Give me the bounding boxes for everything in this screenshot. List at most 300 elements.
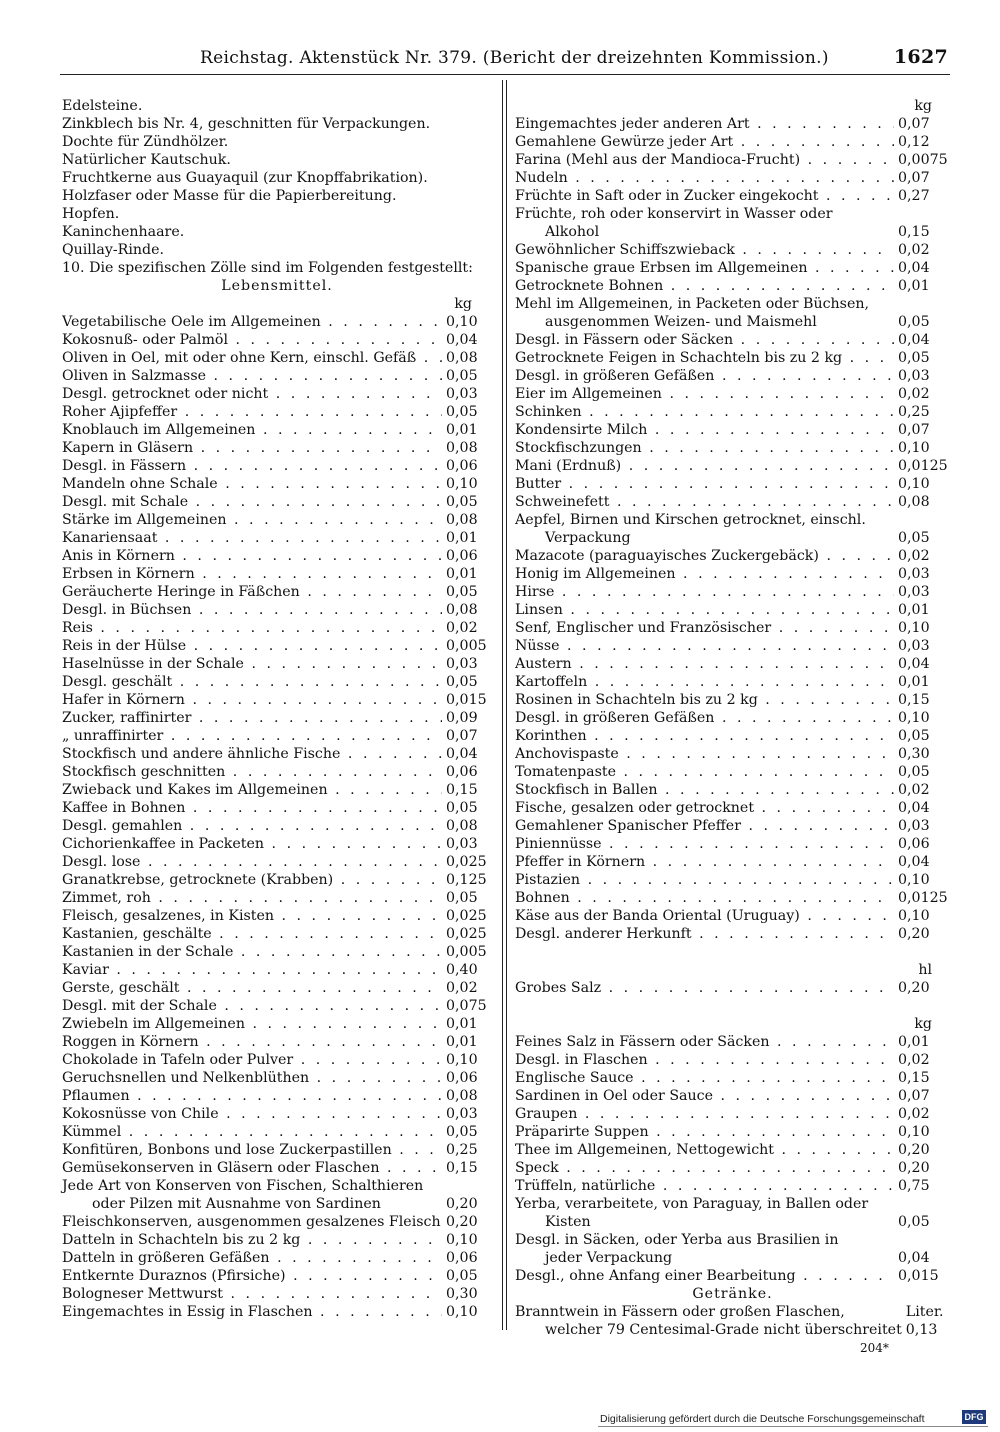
tariff-item: Speck . . . [515,1159,894,1177]
text-line: Dochte für Zündhölzer. [62,134,229,150]
tariff-item: Zimmet, roh . . . [62,889,442,907]
tariff-item [515,1195,894,1231]
tariff-row [62,1141,492,1159]
tariff-row-multiline [515,205,950,241]
tariff-row [62,475,492,493]
tariff-rate: 0,05 [446,800,478,816]
tariff-rate: 0,125 [446,872,487,888]
tariff-row [515,727,950,745]
tariff-rate: 0,06 [446,458,478,474]
tariff-rate: 0,03 [898,368,930,384]
tariff-item: Gerste, geschält . . . [62,979,442,997]
tariff-rate: 0,01 [898,674,930,690]
tariff-item: Englische Sauce . . . [515,1069,894,1087]
tariff-rate: 0,01 [446,1016,478,1032]
column-divider [502,80,503,1330]
tariff-row [62,349,492,367]
tariff-rate: 0,05 [446,674,478,690]
tariff-item: Pistazien . . . [515,871,894,889]
tariff-rate: 0,01 [446,566,478,582]
tariff-item: Stockfischzungen . . . [515,439,894,457]
tariff-item: Rosinen in Schachteln bis zu 2 kg . . . [515,691,894,709]
tariff-rate: 0,10 [446,314,478,330]
tariff-item: Oliven in Oel, mit oder ohne Kern, einschl. Gefäß . . . [62,349,442,367]
tariff-rate: 0,03 [446,656,478,672]
tariff-row [515,1267,950,1285]
tariff-row [62,403,492,421]
tariff-rate: 0,08 [446,512,478,528]
tariff-row [515,619,950,637]
tariff-row [515,601,950,619]
tariff-row [515,403,950,421]
tariff-item: Spanische graue Erbsen im Allgemeinen . . . [515,259,894,277]
tariff-item: Grobes Salz . . . [515,979,894,997]
tariff-row [515,1177,950,1195]
tariff-rate: 0,05 [446,890,478,906]
tariff-item: Desgl. in Büchsen . . . [62,601,442,619]
tariff-rate-cell [902,1303,950,1339]
tariff-row [62,799,492,817]
tariff-row [62,367,492,385]
tariff-row [515,745,950,763]
tariff-row-multiline [515,1195,950,1231]
header-title: Reichstag. Aktenstück Nr. 379. (Bericht der dreizehnten Kommission.) [200,48,829,68]
tariff-item: Trüffeln, natürliche . . . [515,1177,894,1195]
tariff-item-line: ausgenommen Weizen- und Maismehl [545,314,817,330]
tariff-row [62,547,492,565]
tariff-item: Entkernte Duraznos (Pfirsiche) . . . [62,1267,442,1285]
tariff-rate: 0,10 [898,1124,930,1140]
tariff-item-line: jeder Verpackung [545,1250,673,1266]
tariff-row [62,385,492,403]
tariff-row-multiline [515,511,950,547]
tariff-rate-cell [894,529,950,547]
tariff-row [515,385,950,403]
tariff-rate: 0,06 [446,1250,478,1266]
tariff-row [62,997,492,1015]
tariff-rate: 0,04 [898,656,930,672]
tariff-rate-cell [442,1195,492,1213]
tariff-item: Desgl. lose . . . [62,853,442,871]
tariff-item: Senf, Englischer und Französischer . . . [515,619,894,637]
tariff-row [62,889,492,907]
tariff-rate: 0,04 [898,1250,930,1266]
tariff-row [515,871,950,889]
tariff-item: Bologneser Mettwurst . . . [62,1285,442,1303]
tariff-rate: 0,08 [446,818,478,834]
tariff-row [515,763,950,781]
tariff-row [62,835,492,853]
tariff-item: Desgl. in größeren Gefäßen . . . [515,709,894,727]
tariff-row [62,943,492,961]
tariff-row [515,1069,950,1087]
tariff-row [62,331,492,349]
tariff-row [515,781,950,799]
tariff-item: Gewöhnlicher Schiffszwieback . . . [515,241,894,259]
tariff-rate: 0,15 [446,782,478,798]
tariff-rate: 0,0075 [898,152,948,168]
tariff-item-line: Alkohol [545,224,600,240]
tariff-item: Piniennüsse . . . [515,835,894,853]
tariff-item: Stärke im Allgemeinen . . . [62,511,442,529]
tariff-rate: 0,20 [446,1196,478,1212]
tariff-rate: 0,08 [446,440,478,456]
tariff-row [62,601,492,619]
tariff-item: Desgl. in größeren Gefäßen . . . [515,367,894,385]
tariff-row [62,1105,492,1123]
tariff-rate: 0,15 [446,1160,478,1176]
tariff-row [62,853,492,871]
tariff-row [62,313,492,331]
tariff-rate-cell [894,1213,950,1231]
tariff-row [515,241,950,259]
tariff-row-multiline [62,1177,492,1213]
tariff-row [515,457,950,475]
tariff-rate: 0,02 [898,242,930,258]
tariff-row [62,781,492,799]
tariff-rate: 0,10 [446,1304,478,1320]
tariff-item: Kanariensaat . . . [62,529,442,547]
tariff-rate: 0,02 [898,1052,930,1068]
tariff-row [515,637,950,655]
tariff-item: Desgl. getrocknet oder nicht . . . [62,385,442,403]
tariff-rate: 0,07 [446,728,478,744]
tariff-row [62,691,492,709]
tariff-row [62,763,492,781]
tariff-item: Vegetabilische Oele im Allgemeinen . . . [62,313,442,331]
tariff-rate: 0,20 [898,980,930,996]
tariff-rate: 0,01 [446,1034,478,1050]
tariff-rate: 0,02 [898,548,930,564]
tariff-rate: 0,25 [446,1142,478,1158]
tariff-rate: 0,05 [446,368,478,384]
tariff-row [62,619,492,637]
tariff-row [62,439,492,457]
tariff-rate: 0,05 [898,764,930,780]
tariff-row [62,511,492,529]
tariff-rate: 0,06 [898,836,930,852]
tariff-rate: 0,02 [898,1106,930,1122]
tariff-item: Kapern in Gläsern . . . [62,439,442,457]
tariff-row [62,871,492,889]
tariff-rate: 0,02 [446,620,478,636]
section-heading: Lebensmittel. [221,278,333,294]
tariff-row [515,655,950,673]
tariff-item: Geruchsnellen und Nelkenblüthen . . . [62,1069,442,1087]
tariff-row [515,349,950,367]
tariff-row [62,1159,492,1177]
tariff-rate: 0,08 [446,350,478,366]
tariff-row [515,1159,950,1177]
tariff-item: Chokolade in Tafeln oder Pulver . . . [62,1051,442,1069]
tariff-rate: 0,04 [446,332,478,348]
text-line: Zinkblech bis Nr. 4, geschnitten für Verpackungen. [62,116,431,132]
tariff-row [515,709,950,727]
tariff-rate: 0,20 [898,926,930,942]
tariff-rate: 0,05 [898,1214,930,1230]
tariff-item-line: Yerba, verarbeitete, von Paraguay, in Ballen oder [515,1196,869,1212]
tariff-item: Nüsse . . . [515,637,894,655]
tariff-rate: 0,10 [898,620,930,636]
tariff-rate: 0,02 [898,782,930,798]
header-rule [60,74,950,75]
tariff-rate: 0,01 [446,530,478,546]
tariff-rate: 0,04 [898,800,930,816]
tariff-rate: 0,0125 [898,890,948,906]
tariff-item: Eier im Allgemeinen . . . [515,385,894,403]
tariff-item: Fische, gesalzen oder getrocknet . . . [515,799,894,817]
tariff-rate: 0,03 [898,818,930,834]
tariff-row [515,277,950,295]
tariff-rate: 0,005 [446,944,487,960]
tariff-rate: 0,30 [898,746,930,762]
tariff-item: Anis in Körnern . . . [62,547,442,565]
unit-label: kg [454,296,472,312]
tariff-item: Oliven in Salzmasse . . . [62,367,442,385]
tariff-item: Kokosnuß- oder Palmöl . . . [62,331,442,349]
tariff-item: Tomatenpaste . . . [515,763,894,781]
tariff-rate: 0,02 [446,980,478,996]
tariff-rate: 0,06 [446,1070,478,1086]
tariff-item [515,205,894,241]
tariff-item-line: Verpackung [545,530,631,546]
tariff-row [515,1105,950,1123]
tariff-rate: 0,03 [446,386,478,402]
tariff-item: Kaviar . . . [62,961,442,979]
tariff-item: Gemahlener Spanischer Pfeffer . . . [515,817,894,835]
tariff-rate-cell [894,1249,950,1267]
tariff-row [515,691,950,709]
tariff-item: Reis . . . [62,619,442,637]
tariff-rate: 0,025 [446,908,487,924]
tariff-item: Eingemachtes in Essig in Flaschen . . . [62,1303,442,1321]
tariff-row [515,925,950,943]
tariff-item-line: Früchte, roh oder konservirt in Wasser oder [515,206,833,222]
footnote-marker: 204* [860,1341,889,1355]
tariff-rate: 0,08 [446,1088,478,1104]
tariff-item: Käse aus der Banda Oriental (Uruguay) . . . [515,907,894,925]
page-header [60,46,950,74]
tariff-item: Datteln in Schachteln bis zu 2 kg . . . [62,1231,442,1249]
tariff-row [62,1249,492,1267]
tariff-rate: 0,10 [446,476,478,492]
tariff-row [62,1015,492,1033]
tariff-rate: 0,10 [446,1052,478,1068]
tariff-rate: 0,025 [446,926,487,942]
tariff-row [62,961,492,979]
tariff-item: Granatkrebse, getrocknete (Krabben) . . . [62,871,442,889]
tariff-row [515,979,950,997]
tariff-item-line: Jede Art von Konserven von Fischen, Schalthieren [62,1178,424,1194]
tariff-rate: 0,05 [446,494,478,510]
tariff-rate: 0,02 [898,386,930,402]
tariff-row [515,1141,950,1159]
tariff-row [62,1303,492,1321]
tariff-row [62,1069,492,1087]
tariff-item: Kartoffeln . . . [515,673,894,691]
tariff-item: „ unraffinirter . . . [62,727,442,745]
tariff-row [62,1231,492,1249]
tariff-row [62,1213,492,1231]
tariff-item: Feines Salz in Fässern oder Säcken . . . [515,1033,894,1051]
tariff-item: Korinthen . . . [515,727,894,745]
tariff-item: Anchovispaste . . . [515,745,894,763]
tariff-item [515,511,894,547]
tariff-row [62,817,492,835]
tariff-row [515,133,950,151]
tariff-row [515,673,950,691]
page-number: 1627 [893,46,948,68]
tariff-item: Eingemachtes jeder anderen Art . . . [515,115,894,133]
tariff-rate: 0,01 [898,602,930,618]
tariff-item: Präparirte Suppen . . . [515,1123,894,1141]
tariff-row [515,439,950,457]
tariff-item: Kümmel . . . [62,1123,442,1141]
tariff-item: Zwiebeln im Allgemeinen . . . [62,1015,442,1033]
tariff-row [62,1123,492,1141]
tariff-rate: 0,08 [446,602,478,618]
tariff-item-line: Mehl im Allgemeinen, in Packeten oder Büchsen, [515,296,870,312]
tariff-rate: 0,04 [898,854,930,870]
tariff-rate: 0,03 [898,566,930,582]
tariff-row [515,331,950,349]
tariff-row [62,673,492,691]
tariff-rate-cell [894,223,950,241]
tariff-item: Cichorienkaffee in Packeten . . . [62,835,442,853]
tariff-rate: 0,27 [898,188,930,204]
tariff-rate: 0,10 [898,440,930,456]
tariff-row [62,529,492,547]
spacer [515,997,950,1015]
tariff-rate: 0,03 [446,1106,478,1122]
tariff-item: Mani (Erdnuß) . . . [515,457,894,475]
tariff-rate: 0,03 [446,836,478,852]
tariff-rate: 0,15 [898,1070,930,1086]
tariff-item: Reis in der Hülse . . . [62,637,442,655]
tariff-row [515,799,950,817]
text-line: Kaninchenhaare. [62,224,185,240]
unit-label: Liter. [905,1304,944,1320]
tariff-item: Austern . . . [515,655,894,673]
tariff-row [62,565,492,583]
tariff-item: Haselnüsse in der Schale . . . [62,655,442,673]
tariff-rate: 0,07 [898,170,930,186]
tariff-item: Desgl. in Fässern oder Säcken . . . [515,331,894,349]
tariff-row [515,151,950,169]
tariff-row [62,583,492,601]
tariff-item: Sardinen in Oel oder Sauce . . . [515,1087,894,1105]
tariff-item: Desgl. in Fässern . . . [62,457,442,475]
tariff-rate: 0,04 [898,332,930,348]
right-column [515,97,950,1339]
tariff-item: Farina (Mehl aus der Mandioca-Frucht) . . . [515,151,894,169]
tariff-item: Mandeln ohne Schale . . . [62,475,442,493]
tariff-row [62,1087,492,1105]
tariff-rate: 0,06 [446,764,478,780]
tariff-row [515,817,950,835]
tariff-rate: 0,0125 [898,458,948,474]
tariff-rate: 0,05 [446,1124,478,1140]
tariff-item: Gemüsekonserven in Gläsern oder Flaschen . . . [62,1159,442,1177]
tariff-rate: 0,04 [446,746,478,762]
tariff-row [515,187,950,205]
tariff-item-line: Aepfel, Birnen und Kirschen getrocknet, einschl. [515,512,866,528]
tariff-item: Hirse . . . [515,583,894,601]
tariff-item: Desgl. gemahlen . . . [62,817,442,835]
unit-label: hl [918,962,932,978]
tariff-rate: 0,05 [898,728,930,744]
tariff-rate: 0,75 [898,1178,930,1194]
tariff-item [515,1231,894,1267]
tariff-item: Nudeln . . . [515,169,894,187]
text-line: Edelsteine. [62,98,143,114]
unit-label: kg [914,1016,932,1032]
text-line: Hopfen. [62,206,120,222]
tariff-row [515,835,950,853]
tariff-row [515,889,950,907]
tariff-item-line: welcher 79 Centesimal-Grade nicht überschreitet [545,1322,902,1338]
tariff-item: Desgl. mit Schale . . . [62,493,442,511]
tariff-rate: 0,30 [446,1286,478,1302]
left-column [62,97,492,1321]
text-line: Fruchtkerne aus Guayaquil (zur Knopffabrikation). [62,170,428,186]
tariff-item: Kaffee in Bohnen . . . [62,799,442,817]
tariff-row [515,475,950,493]
tariff-item: Zwieback und Kakes im Allgemeinen . . . [62,781,442,799]
tariff-item: Pflaumen . . . [62,1087,442,1105]
tariff-row [62,493,492,511]
tariff-rate: 0,015 [446,692,487,708]
tariff-row [515,907,950,925]
tariff-rate: 0,10 [898,710,930,726]
tariff-row-multiline [515,1303,950,1339]
tariff-item: Desgl. anderer Herkunft . . . [515,925,894,943]
tariff-item: Früchte in Saft oder in Zucker eingekocht . . . [515,187,894,205]
tariff-item: Mazacote (paraguayisches Zuckergebäck) . . . [515,547,894,565]
tariff-row [62,907,492,925]
tariff-rate: 0,03 [898,584,930,600]
tariff-row [62,421,492,439]
tariff-rate: 0,10 [446,1232,478,1248]
tariff-item: Datteln in größeren Gefäßen . . . [62,1249,442,1267]
tariff-row [515,547,950,565]
tariff-item: Linsen . . . [515,601,894,619]
tariff-row [62,1051,492,1069]
tariff-row [62,1285,492,1303]
text-line: Quillay-Rinde. [62,242,164,258]
tariff-rate: 0,05 [898,314,930,330]
tariff-item-line: Branntwein in Fässern oder großen Flaschen, [515,1304,845,1320]
tariff-rate: 0,07 [898,116,930,132]
tariff-row [515,115,950,133]
tariff-item: Kastanien in der Schale . . . [62,943,442,961]
dfg-logo: DFG [962,1410,986,1424]
tariff-rate: 0,15 [898,692,930,708]
tariff-rate: 0,01 [446,422,478,438]
tariff-item: Desgl., ohne Anfang einer Bearbeitung . . . [515,1267,894,1285]
text-line: Natürlicher Kautschuk. [62,152,231,168]
tariff-rate: 0,07 [898,422,930,438]
tariff-item: Kastanien, geschälte . . . [62,925,442,943]
tariff-item-line: Kisten [545,1214,591,1230]
tariff-row [62,1267,492,1285]
tariff-row [62,655,492,673]
tariff-item [515,295,894,331]
tariff-rate: 0,40 [446,962,478,978]
tariff-item-line: oder Pilzen mit Ausnahme von Sardinen [92,1196,381,1212]
tariff-item-line: Desgl. in Säcken, oder Yerba aus Brasilien in [515,1232,839,1248]
tariff-rate: 0,05 [446,1268,478,1284]
